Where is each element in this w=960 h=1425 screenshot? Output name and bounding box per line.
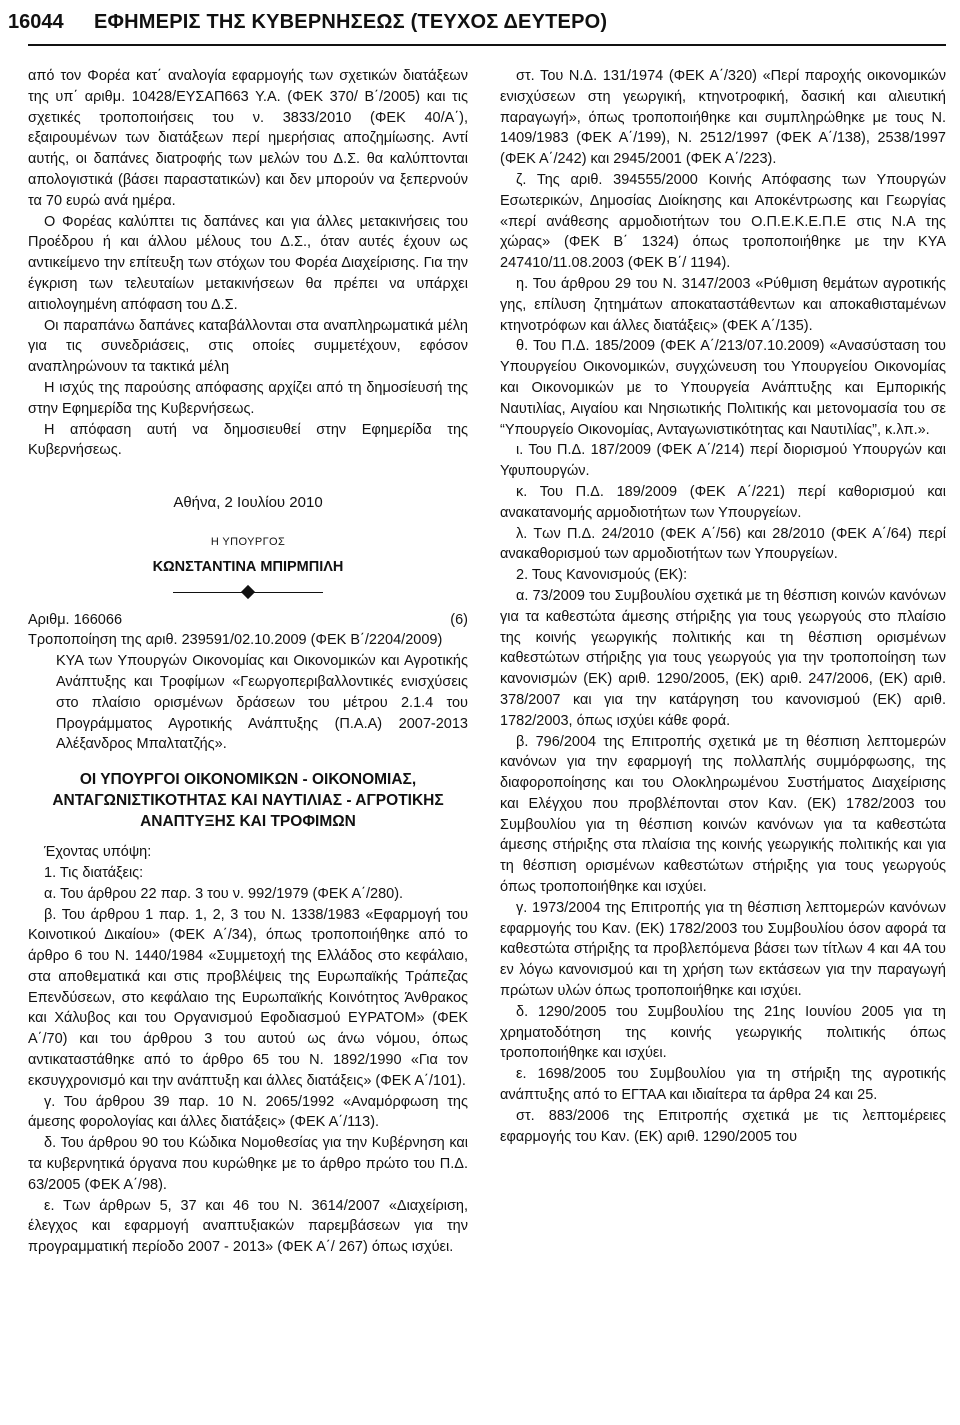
section-divider xyxy=(173,582,323,604)
paragraph: β. 796/2004 της Επιτροπής σχετικά με τη θέσπιση λεπτομερών κανόνων για την εφαρμογή της πολλαπλής συμμόρφωσης, της διαφοροποίησης και του Ολοκληρωμένου Συστήματος Διαχείρισης και Ελέγχου που προβλέπονται στον Καν. (ΕΚ) 1782/2003 του Συμβουλίου για τη θέσπιση κοινών κανόνων για τα καθεστώτα άμεσης στήριξης στα πλαίσια της κοινής γεωργικής πολιτικής και για τη θέσπιση ορισμένων καθεστώτων στήριξης για τους γεωργούς όπως τροποποιήθηκε και ισχύει. xyxy=(500,733,946,896)
paragraph: Ο Φορέας καλύπτει τις δαπάνες και για άλλες μετακινήσεις του Προέδρου ή και άλλου μέλους του Δ.Σ., όταν αυτές έχουν ως αντικείμενο την επίτευξη των στόχων του Φορέα Διαχείρισης. Για την έγκριση των τελευταίων μετακινήσεων θα πρέπει να υπάρχει αιτιολογημένη απόφαση του Δ.Σ. xyxy=(28,213,468,313)
paragraph: κ. Του Π.Δ. 189/2009 (ΦΕΚ Α΄/221) περί καθορισμού και ανακατανομής αρμοδιοτήτων των Υπουργείων. xyxy=(500,483,946,521)
paragraph: η. Του άρθρου 29 του Ν. 3147/2003 «Ρύθμιση θεμάτων αγροτικής γης, επίλυση ζητημάτων αποκαταστάθεντων και αποκαθισταμένων κτηνοτρόφων και άλλες διατάξεις» (ΦΕΚ Α΄/135). xyxy=(500,275,946,334)
paragraph: β. Του άρθρου 1 παρ. 1, 2, 3 του Ν. 1338/1983 «Εφαρμογή του Κοινοτικού Δικαίου» (ΦΕΚ Α΄/34), όπως τροποποιήθηκε από το άρθρο 6 του Ν. 1440/1984 «Συμμετοχή της Ελλάδος στο κεφάλαιο, στα αποθεματικά και στις προβλέψεις της Ευρωπαϊκής Τράπεζας Επενδύσεων, στο κεφάλαιο της Ευρωπαϊκής Κοινότητος Άνθρακος και Χάλυβος και του Οργανισμού Εφοδιασμού ΕΥΡΑΤΟΜ» (ΦΕΚ Α΄/70) και του άρθρου 3 του αυτού ως άνω νόμου, όπως αντικαταστάθηκε από το άρθρο 65 του Ν. 1892/1990 «Για τον εκσυγχρονισμό και την ανάπτυξη και άλλες διατάξεις» (ΦΕΚ Α΄/101). xyxy=(28,906,468,1089)
left-column xyxy=(28,66,468,1258)
ministers-heading: ΟΙ ΥΠΟΥΡΓΟΙ ΟΙΚΟΝΟΜΙΚΩΝ - ΟΙΚΟΝΟΜΙΑΣ, ΑΝΤΑΓΩΝΙΣΤΙΚΟΤΗΤΑΣ ΚΑΙ ΝΑΥΤΙΛΙΑΣ - ΑΓΡΟΤΙΚΗΣ ΑΝΑΠΤΥΞΗΣ ΚΑΙ ΤΡΟΦΙΜΩΝ xyxy=(52,771,444,831)
page-number: 16044 xyxy=(8,10,64,33)
paragraph: ζ. Της αριθ. 394555/2000 Κοινής Απόφασης των Υπουργών Εσωτερικών, Δημοσίας Διοίκησης και Αποκέντρωσης και Γεωργίας «περί ανάθεσης αρμοδιοτήτων του Ο.Π.Ε.Κ.Ε.Π.Ε στις Ν.Α της χώρας» (ΦΕΚ Β΄ 1324) όπως τροποποιήθηκε με την ΚΥΑ 247410/11.08.2003 (ΦΕΚ Β΄/ 1194). xyxy=(500,171,946,272)
paragraph: ε. 1698/2005 του Συμβουλίου για τη στήριξη της αγροτικής ανάπτυξης από το ΕΓΤΑΑ και ιδιαίτερα τα άρθρα 24 και 25. xyxy=(500,1066,946,1104)
paragraph: από τον Φορέα κατ΄ αναλογία εφαρμογής των σχετικών διατάξεων της υπ΄ αριθμ. 10428/ΕΥΣΑΠ663 Υ.Α. (ΦΕΚ 370/ Β΄/2005) και τις σχετικές τροποποιήσεις του ν. 3833/2010 (ΦΕΚ 40/Α΄), εξαιρουμένων των διατάξεων περί ημερήσιας αποζημίωσης. Αντί αυτής, οι δαπάνες διατροφής των μελών του Δ.Σ. θα καλύπτονται απολογιστικά (βάσει παραστατικών) και δεν μπορούν να ξεπερνούν τα 70 ευρώ ανά ημέρα. xyxy=(28,68,468,209)
decision-title: ΚΥΑ των Υπουργών Οικονομίας και Οικονομικών και Αγροτικής Ανάπτυξης και Τροφίμων «Γεωργοπεριβαλλοντικές ενισχύσεις στο πλαίσιο ορισμένων δράσεων του μέτρου 2.1.4 του Προγράμματος Αγροτικής Ανάπτυξης (Π.Α.Α) 2007-2013 Αλέξανδρος Μπαλτατζής». xyxy=(56,653,468,753)
paragraph: στ. Του Ν.Δ. 131/1974 (ΦΕΚ Α΄/320) «Περί παροχής οικονομικών ενισχύσεων στη γεωργική, κτηνοτροφική, δασική και αλιευτική παραγωγή», όπως τροποποιήθηκε και συμπληρώθηκε με τους Ν. 1409/1983 (ΦΕΚ Α΄/199), Ν. 2512/1997 (ΦΕΚ Α΄/138), 2538/1997 (ΦΕΚ Α΄/242) και 2945/2001 (ΦΕΚ Α΄/223). xyxy=(500,68,946,168)
signature-role: Η ΥΠΟΥΡΓΟΣ xyxy=(210,535,286,548)
decision-index: (6) xyxy=(450,611,468,628)
paragraph: θ. Του Π.Δ. 185/2009 (ΦΕΚ Α΄/213/07.10.2009) «Ανασύσταση του Υπουργείου Οικονομικών, συγχώνευση του Υπουργείου Οικονομίας και Οικονομικών με το Υπουργεία Ανάπτυξης και Εμπορικής Ναυτιλίας, Αιγαίου και Νησιωτικής Πολιτικής και μετονομασία του σε “Υπουργείο Οικονομίας, Ανταγωνιστικότητας και Ναυτιλίας”, κ.λπ.». xyxy=(500,338,946,438)
paragraph: γ. 1973/2004 της Επιτροπής για τη θέσπιση λεπτομερών κανόνων εφαρμογής του Καν. (ΕΚ) 1782/2003 του Συμβουλίου όσον αφορά τα καθεστώτα στήριξης τα προβλεπόμενα βάσει των τίτλων 4 και 4Α του εν λόγω κανονισμού και τη χρήση των εκτάσεων για την παραγωγή πρώτων υλών όπως τροποποιήθηκε και ισχύει. xyxy=(500,899,946,1000)
paragraph: δ. 1290/2005 του Συμβουλίου της 21ης Ιουνίου 2005 για τη χρηματοδότηση της κοινής γεωργικής πολιτικής όπως τροποποιήθηκε και ισχύει. xyxy=(500,1003,946,1062)
paragraph: α. 73/2009 του Συμβουλίου σχετικά με τη θέσπιση κοινών κανόνων για τα καθεστώτα άμεσης στήριξης για τους γεωργούς στο πλαίσιο της κοινής γεωργικής πολιτικής και τη θέσπιση ορισμένων καθεστώτων στήριξης για τους γεωργούς για την τροποποίηση των κανονισμών (ΕΚ) αριθ. 1290/2005, (ΕΚ) αριθ. 247/2006, (ΕΚ) αριθ. 378/2007 και για την κατάργηση του κανονισμού (ΕΚ) αριθ. 1782/2003, όπως ισχύει κάθε φορά. xyxy=(500,587,946,729)
text-columns xyxy=(28,66,946,1258)
paragraph: λ. Των Π.Δ. 24/2010 (ΦΕΚ Α΄/56) και 28/2010 (ΦΕΚ Α΄/64) περί ανακαθορισμού των αρμοδιοτήτων των Υπουργείων. xyxy=(500,525,946,563)
diamond-icon xyxy=(241,584,255,598)
signature-date: Αθήνα, 2 Ιουλίου 2010 xyxy=(173,494,323,512)
decision-heading: Τροποποίηση της αριθ. 239591/02.10.2009 (ΦΕΚ Β΄/2204/2009) xyxy=(28,632,443,649)
decision-number: Αριθμ. 166066 xyxy=(28,611,123,628)
right-column xyxy=(500,66,946,1258)
paragraph: ε. Των άρθρων 5, 37 και 46 του Ν. 3614/2007 «Διαχείριση, έλεγχος και εφαρμογή αναπτυξιακών παρεμβάσεων για την προγραμματική περίοδο 2007 - 2013» (ΦΕΚ Α΄/ 267) όπως ισχύει. xyxy=(28,1197,468,1256)
paragraph: 1. Τις διατάξεις: xyxy=(44,864,144,881)
paragraph: Η απόφαση αυτή να δημοσιευθεί στην Εφημερίδα της Κυβερνήσεως. xyxy=(28,421,468,459)
gazette-title: ΕΦΗΜΕΡΙΣ ΤΗΣ ΚΥΒΕΡΝΗΣΕΩΣ (ΤΕΥΧΟΣ ΔΕΥΤΕΡΟ) xyxy=(94,10,608,33)
paragraph: Οι παραπάνω δαπάνες καταβάλλονται στα αναπληρωματικά μέλη για τις συνεδριάσεις, στις οποίες συμμετέχουν, εφόσον αναπληρώνουν τα τακτικά μέλη xyxy=(28,317,468,376)
paragraph: ι. Του Π.Δ. 187/2009 (ΦΕΚ Α΄/214) περί διορισμού Υπουργών και Υφυπουργών. xyxy=(500,442,946,480)
decision-number-line xyxy=(28,610,468,631)
paragraph: 2. Τους Κανονισμούς (ΕΚ): xyxy=(516,567,688,584)
paragraph: Έχοντας υπόψη: xyxy=(44,844,152,861)
paragraph: στ. 883/2006 της Επιτροπής σχετικά με τις λεπτομέρειες εφαρμογής του Καν. (ΕΚ) αριθ. 1290/2005 του xyxy=(500,1107,946,1145)
paragraph: Η ισχύς της παρούσης απόφασης αρχίζει από τη δημοσίευσή της στην Εφημερίδα της Κυβερνήσεως. xyxy=(28,379,468,417)
signature-name: ΚΩΝΣΤΑΝΤΙΝΑ ΜΠΙΡΜΠΙΛΗ xyxy=(152,558,344,575)
page-header xyxy=(8,0,946,46)
paragraph: γ. Του άρθρου 39 παρ. 10 Ν. 2065/1992 «Αναμόρφωση της άμεσης φορολογίας και άλλες διατάξεις» (ΦΕΚ Α΄/113). xyxy=(28,1093,468,1131)
paragraph: δ. Του άρθρου 90 του Κώδικα Νομοθεσίας για την Κυβέρνηση και τα κυβερνητικά όργανα που κυρώθηκε με το άρθρο πρώτο του Π.Δ. 63/2005 (ΦΕΚ Α΄/98). xyxy=(28,1135,468,1193)
paragraph: α. Του άρθρου 22 παρ. 3 του ν. 992/1979 (ΦΕΚ Α΄/280). xyxy=(44,885,404,902)
